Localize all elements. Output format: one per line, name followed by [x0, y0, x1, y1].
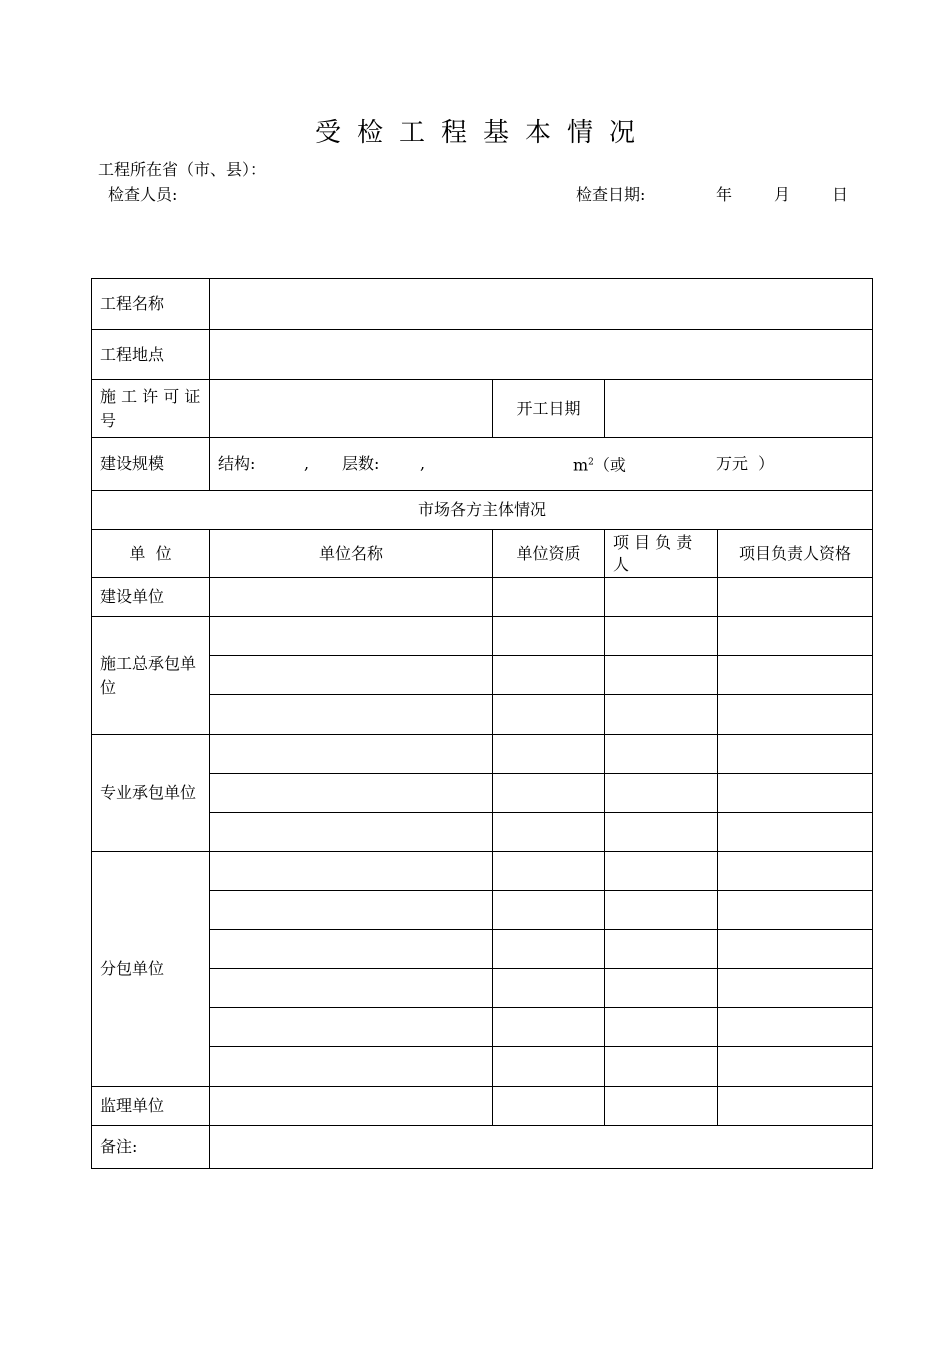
table-cell[interactable]: [210, 774, 493, 813]
table-cell[interactable]: [493, 891, 605, 930]
province-label: 工程所在省（市、县）：: [98, 160, 267, 179]
table-cell[interactable]: [605, 774, 718, 813]
owner-unit-label: 建设单位: [92, 578, 210, 617]
table-cell[interactable]: [718, 1008, 873, 1047]
area-unit-superscript: 2: [588, 457, 594, 468]
table-cell[interactable]: [210, 578, 493, 617]
table-cell[interactable]: [718, 969, 873, 1008]
table-cell[interactable]: [605, 695, 718, 735]
table-cell[interactable]: [605, 1047, 718, 1087]
permit-number-label: 施 工 许 可 证 号: [92, 380, 210, 438]
construction-scale-label: 建设规模: [92, 438, 210, 491]
table-cell[interactable]: [493, 617, 605, 656]
inspection-form-table: [91, 278, 873, 1169]
table-cell[interactable]: [210, 735, 493, 774]
year-label: 年: [716, 185, 733, 204]
construction-scale-field[interactable]: [210, 438, 873, 491]
table-cell[interactable]: [493, 969, 605, 1008]
table-cell[interactable]: [605, 891, 718, 930]
table-cell[interactable]: [493, 852, 605, 891]
table-cell[interactable]: [493, 774, 605, 813]
table-cell[interactable]: [605, 578, 718, 617]
area-unit: m: [573, 455, 589, 475]
start-date-label: 开工日期: [493, 380, 605, 438]
month-label: 月: [774, 185, 791, 204]
table-cell[interactable]: [493, 656, 605, 695]
table-cell[interactable]: [493, 735, 605, 774]
table-cell[interactable]: [210, 891, 493, 930]
project-name-label: 工程名称: [92, 279, 210, 330]
col-manager-qualification-header: 项目负责人资格: [718, 530, 873, 578]
inspection-date-label: 检查日期:: [576, 185, 646, 204]
table-cell[interactable]: [493, 813, 605, 852]
col-qualification-header: 单位资质: [493, 530, 605, 578]
table-cell[interactable]: [493, 695, 605, 735]
scale-comma: ,: [420, 454, 426, 473]
table-cell[interactable]: [210, 656, 493, 695]
table-cell[interactable]: [493, 1008, 605, 1047]
inspector-label: 检查人员:: [108, 185, 178, 204]
table-cell[interactable]: [210, 695, 493, 735]
money-unit-label: 万元 ）: [716, 454, 775, 473]
table-cell[interactable]: [605, 969, 718, 1008]
table-cell[interactable]: [718, 891, 873, 930]
supervisor-unit-label: 监理单位: [92, 1087, 210, 1126]
page-title: 受检工程基本情况: [314, 118, 651, 148]
project-location-label: 工程地点: [92, 330, 210, 380]
permit-number-field[interactable]: [210, 380, 493, 438]
table-cell[interactable]: [210, 1047, 493, 1087]
floors-label: 层数:: [342, 454, 380, 473]
table-cell[interactable]: [210, 930, 493, 969]
table-cell[interactable]: [605, 656, 718, 695]
table-cell[interactable]: [493, 1087, 605, 1126]
col-unit-name-header: 单位名称: [210, 530, 493, 578]
table-cell[interactable]: [718, 1087, 873, 1126]
table-cell[interactable]: [605, 617, 718, 656]
table-cell[interactable]: [605, 930, 718, 969]
subcontractor-label: 分包单位: [92, 852, 210, 1087]
scale-comma: ,: [304, 454, 310, 473]
project-location-field[interactable]: [210, 330, 873, 380]
table-cell[interactable]: [493, 578, 605, 617]
table-cell[interactable]: [718, 1047, 873, 1087]
scale-or-label: （或: [593, 455, 626, 475]
start-date-field[interactable]: [605, 380, 873, 438]
col-unit-header: 单 位: [92, 530, 210, 578]
table-cell[interactable]: [493, 930, 605, 969]
table-cell[interactable]: [718, 735, 873, 774]
general-contractor-label: 施工总承包单位: [92, 617, 210, 735]
table-cell[interactable]: [210, 617, 493, 656]
table-cell[interactable]: [210, 1087, 493, 1126]
table-cell[interactable]: [605, 1008, 718, 1047]
specialty-contractor-label: 专业承包单位: [92, 735, 210, 852]
table-cell[interactable]: [718, 695, 873, 735]
table-cell[interactable]: [605, 735, 718, 774]
table-cell[interactable]: [718, 578, 873, 617]
table-cell[interactable]: [210, 813, 493, 852]
remarks-field[interactable]: [210, 1126, 873, 1169]
table-cell[interactable]: [718, 656, 873, 695]
table-cell[interactable]: [210, 1008, 493, 1047]
table-cell[interactable]: [605, 852, 718, 891]
table-cell[interactable]: [210, 969, 493, 1008]
table-cell[interactable]: [718, 813, 873, 852]
table-cell[interactable]: [718, 930, 873, 969]
col-manager-header: 项 目 负 责 人: [605, 530, 718, 578]
table-cell[interactable]: [718, 774, 873, 813]
project-name-field[interactable]: [210, 279, 873, 330]
table-cell[interactable]: [605, 813, 718, 852]
structure-label: 结构:: [218, 454, 256, 473]
section-title: 市场各方主体情况: [92, 491, 873, 530]
table-cell[interactable]: [493, 1047, 605, 1087]
table-cell[interactable]: [605, 1087, 718, 1126]
day-label: 日: [832, 185, 849, 204]
table-cell[interactable]: [718, 852, 873, 891]
remarks-label: 备注:: [92, 1126, 210, 1169]
table-cell[interactable]: [210, 852, 493, 891]
table-cell[interactable]: [718, 617, 873, 656]
